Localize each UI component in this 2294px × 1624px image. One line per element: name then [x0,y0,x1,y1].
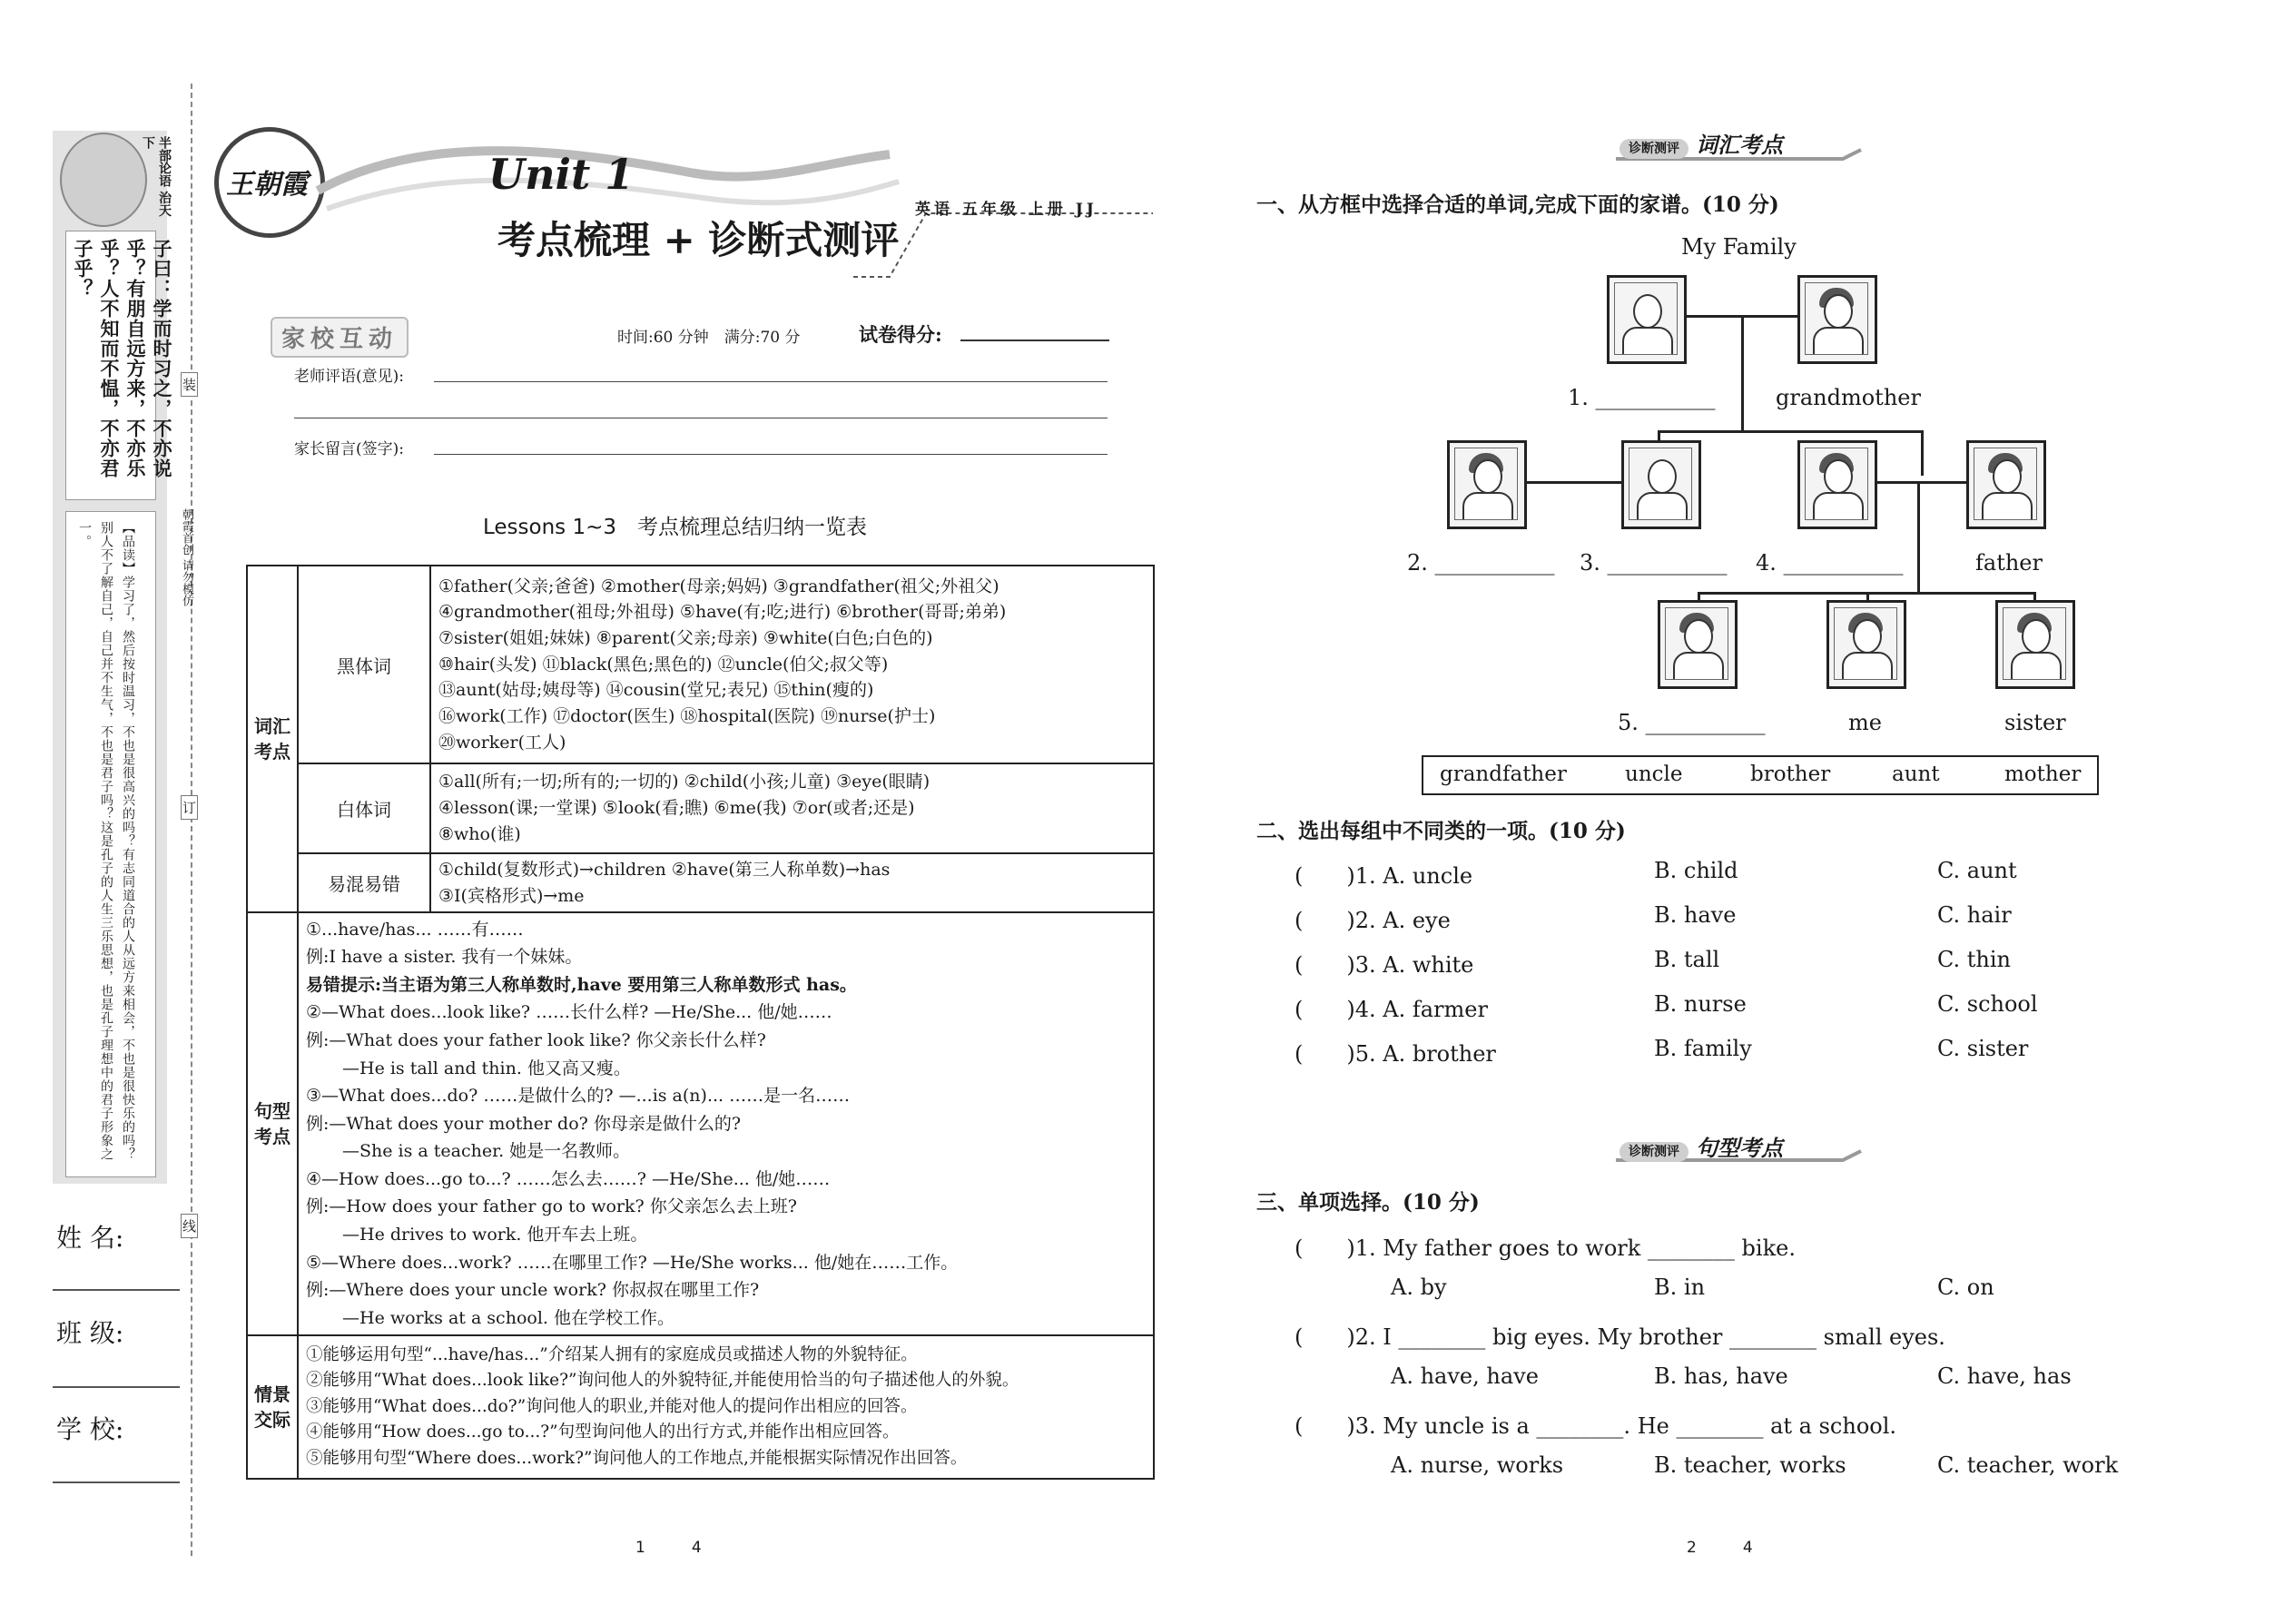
pindu-box [65,511,156,1177]
list-item: 例:—Where does your uncle work? 你叔叔在哪里工作? [306,1280,760,1301]
list-item: ③I(宾格形式)→me [438,885,585,906]
blank-2[interactable]: 2. ___________ [1407,550,1555,576]
list-item: ⑤—Where does...work? ……在哪里工作? —He/She works... 他/她在……工作。 [306,1252,959,1273]
label-grandmother: grandmother [1776,385,1921,410]
sentence-cell [298,912,1154,1335]
home-school-banner: 家校互动 [271,317,409,358]
score-field[interactable] [960,340,1109,341]
sentence-banner [1620,1130,1783,1162]
list-item: ⑦sister(姐姐;妹妹) ⑧parent(父亲;母亲) ⑨white(白色;白色的) [438,627,933,648]
question-stem[interactable]: ( )2. I ________ big eyes. My brother ________ small eyes. [1295,1324,1945,1350]
bold-words-cell [430,566,1154,763]
list-item: ④—How does...go to...? ……怎么去……? —He/She... 他/她…… [306,1168,831,1189]
option-c: C. school [1937,991,2038,1017]
summary-title: Lessons 1~3 考点梳理总结归纳一览表 [483,516,868,539]
blank-1[interactable]: 1. ___________ [1568,385,1716,410]
list-item: ⑤能够用句型“Where does...work?”询问他人的工作地点,并能根据实际情况作出回答。 [306,1448,968,1468]
word-option: grandfather [1440,763,1567,786]
list-item: —She is a teacher. 她是一名教师。 [342,1141,631,1162]
question-stem[interactable]: ( )2. A. eye [1295,908,1451,933]
list-item: ③能够用“What does...do?”询问他人的职业,并能对他人的提问作出相应的回答。 [306,1396,918,1416]
option-c: C. thin [1937,947,2011,972]
cut-word: 装 [181,372,198,397]
parent-message-label: 家长留言(签字): [294,440,404,458]
word-option: uncle [1625,763,1683,786]
bold-words-label: 黑体词 [298,566,430,763]
list-item: ③—What does...do? ……是做什么的? —...is a(n)... ……是一名…… [306,1086,851,1107]
banner-tag: 诊断测评 [1620,139,1689,159]
tree-connector [1741,315,1744,431]
list-item: —He is tall and thin. 他又高又瘦。 [342,1058,631,1078]
option-c: C. have, has [1937,1363,2072,1389]
pindu-text: 【品读】学习了，然后按时温习，不也是很高兴的吗？有志同道合的人从远方来相会，不也是很快乐的吗？别人不了解自己，自己并不生气，不也是君子吗？这是孔子的人生三乐思想，也是孔子理想中的君子形象之一。 [77,521,135,1161]
plain-words-cell [430,763,1154,853]
question-stem[interactable]: ( )3. My uncle is a ________. He ________ at a school. [1295,1413,1897,1439]
list-item: 例:—What does your mother do? 你母亲是做什么的? [306,1113,742,1134]
time-info: 时间:60 分钟 满分:70 分 [617,329,801,347]
page-subtitle: 考点梳理 + 诊断式测评 [497,218,900,262]
question-stem[interactable]: ( )1. My father goes to work ________ bike. [1295,1235,1796,1261]
option-b: B. has, have [1654,1363,1788,1389]
list-item: ④lesson(课;一堂课) ⑤look(看;瞧) ⑥me(我) ⑦or(或者;还是) [438,798,915,819]
cut-line [191,84,192,1556]
parent-message-line[interactable] [434,454,1108,455]
uncle-portrait [1621,440,1701,529]
list-item: ⑯work(工作) ⑰doctor(医生) ⑱hospital(医院) ⑲nurse(护士) [438,706,936,727]
list-item: ⑧who(谁) [438,823,521,844]
sentence-category: 句型考点 [247,912,298,1335]
tree-connector [1917,481,1920,594]
summary-table [246,565,1155,1480]
brand-logo-text: 王朝霞 [226,169,308,201]
option-a: A. have, have [1391,1363,1539,1389]
option-c: C. on [1937,1275,1994,1300]
unit-title: Unit 1 [488,150,635,199]
section-heading: 三、单项选择。(10 分) [1256,1190,1480,1215]
word-option: mother [2004,763,2082,786]
list-item: ①all(所有;一切;所有的;一切的) ②child(小孩;儿童) ③eye(眼睛) [438,772,930,792]
blank-5[interactable]: 5. ___________ [1618,710,1766,735]
score-label: 试卷得分: [859,323,942,346]
option-b: B. teacher, works [1654,1452,1846,1478]
option-a: A. by [1391,1275,1447,1300]
label-father: father [1975,550,2043,576]
option-b: B. have [1654,902,1737,928]
sister-portrait [1995,600,2075,689]
vocab-category: 词汇考点 [247,566,298,912]
copyright-note: 朝霞首创 请勿模仿 [180,508,193,607]
list-item: ⑳worker(工人) [438,732,566,753]
list-item: ②—What does...look like? ……长什么样? —He/She... 他/她…… [306,1002,832,1023]
option-b: B. tall [1654,947,1720,972]
list-item: ①...have/has... ……有…… [306,919,524,940]
teacher-comment-label: 老师评语(意见): [294,368,404,386]
option-a: A. nurse, works [1391,1452,1564,1478]
list-item: ①child(复数形式)→children ②have(第三人称单数)→has [438,859,891,880]
page-number-left: 1 4 [635,1539,702,1557]
class-label: 班 级: [56,1318,124,1348]
blank-3[interactable]: 3. ___________ [1580,550,1728,576]
list-item: —He drives to work. 他开车去上班。 [342,1225,648,1245]
situation-cell [298,1335,1154,1479]
name-line[interactable] [53,1289,180,1291]
blank-4[interactable]: 4. ___________ [1756,550,1904,576]
section-heading: 二、选出每组中不同类的一项。(10 分) [1256,819,1626,843]
question-stem[interactable]: ( )1. A. uncle [1295,863,1473,889]
page-number-right: 2 4 [1687,1539,1753,1557]
grandmother-portrait [1797,275,1877,364]
section-heading: 一、从方框中选择合适的单词,完成下面的家谱。(10 分) [1256,192,1779,217]
proverb-text: 子曰：学而时习之，不亦说乎？有朋自远方来，不亦乐乎？人不知而不愠，不亦君子乎？ [72,239,173,478]
tree-connector [1658,430,1921,433]
banner-title: 句型考点 [1696,1135,1783,1161]
cut-word: 线 [181,1214,198,1238]
father-portrait [1966,440,2046,529]
vocab-banner [1620,127,1783,159]
question-stem[interactable]: ( )3. A. white [1295,952,1474,978]
option-b: B. family [1654,1036,1752,1061]
tree-connector [1521,481,1623,484]
banner-tag: 诊断测评 [1620,1142,1689,1162]
list-item: —He works at a school. 他在学校工作。 [342,1307,674,1328]
grade-info: 英语 五年级 上册 JJ [915,201,1098,219]
name-label: 姓 名: [56,1223,124,1253]
plain-words-label: 白体词 [298,763,430,853]
list-item: 例:I have a sister. 我有一个妹妹。 [306,947,583,968]
list-item: ①能够运用句型“...have/has...”介绍某人拥有的家庭成员或描述人物的外貌特征。 [306,1344,918,1364]
question-stem[interactable]: ( )5. A. brother [1295,1041,1496,1067]
option-b: B. in [1654,1275,1706,1300]
confusing-label: 易混易错 [298,853,430,912]
question-stem[interactable]: ( )4. A. farmer [1295,997,1488,1022]
word-option: brother [1750,763,1831,786]
confucius-portrait [60,133,147,227]
tree-connector [1698,592,2033,595]
option-b: B. child [1654,858,1738,883]
school-label: 学 校: [56,1414,124,1444]
situation-category: 情景交际 [247,1335,298,1479]
cut-word: 订 [181,795,198,820]
label-sister: sister [2004,710,2066,735]
brother-portrait [1658,600,1738,689]
list-item: ⑬aunt(姑母;姨母等) ⑭cousin(堂兄;表兄) ⑮thin(瘦的) [438,680,874,701]
list-item: ②能够用“What does...look like?”询问他人的外貌特征,并能使用恰当的句子描述他人的外貌。 [306,1371,1019,1391]
class-line[interactable] [53,1386,180,1388]
tree-connector [1876,481,1977,484]
list-item: ④grandmother(祖母;外祖母) ⑤have(有;吃;进行) ⑥brother(哥哥;弟弟) [438,602,1007,623]
me-portrait [1826,600,1906,689]
tree-connector [1921,430,1924,476]
option-b: B. nurse [1654,991,1747,1017]
list-item: ①father(父亲;爸爸) ②mother(母亲;妈妈) ③grandfather(祖父;外祖父) [438,576,999,596]
list-item: 易错提示:当主语为第三人称单数时,have 要用第三人称单数形式 has。 [306,974,857,995]
list-item: ④能够用“How does...go to...?”句型询问他人的出行方式,并能作出相应回答。 [306,1422,900,1442]
tree-title: My Family [1681,234,1797,260]
option-c: C. aunt [1937,858,2017,883]
tree-connector [1683,315,1797,318]
label-me: me [1848,710,1882,735]
option-c: C. hair [1937,902,2012,928]
list-item: 例:—What does your father look like? 你父亲长什么样? [306,1029,766,1050]
teacher-comment-line[interactable] [434,381,1108,382]
option-c: C. teacher, work [1937,1452,2119,1478]
mother-portrait [1797,440,1877,529]
word-option: aunt [1892,763,1940,786]
badge-title: 半部论语 治天下 [141,136,172,217]
proverb-box [65,231,173,500]
grandfather-portrait [1607,275,1687,364]
list-item: ⑩hair(头发) ⑪black(黑色;黑色的) ⑫uncle(伯父;叔父等) [438,654,889,674]
option-c: C. sister [1937,1036,2029,1061]
aunt-portrait [1447,440,1527,529]
school-line[interactable] [53,1481,180,1483]
confusing-cell [430,853,1154,912]
list-item: 例:—How does your father go to work? 你父亲怎么去上班? [306,1196,797,1217]
banner-title: 词汇考点 [1696,132,1783,158]
